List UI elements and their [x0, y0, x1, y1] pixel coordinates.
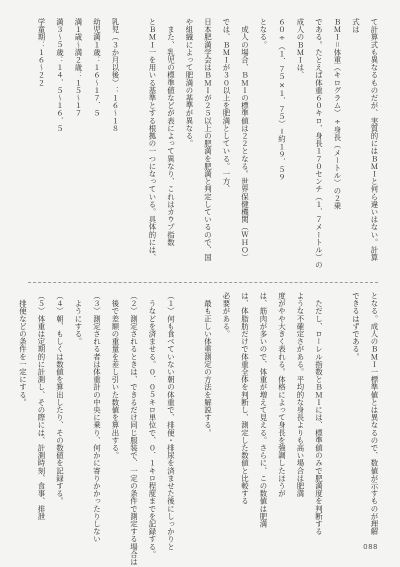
lower-text-line: ようにする。 — [74, 292, 83, 346]
lower-text-line: （１）何も食べていない朝の体重で、排便・排尿を済ませた後にしっかりと — [166, 292, 176, 551]
lower-text-line: は、筋肉が多いので、体重が増えて見える。さらに、この数値は肥満 — [259, 292, 268, 528]
lower-text-line: となる。成人のＢＭＩ一標準値とは異なるので、数値が示すものが理解 — [370, 292, 379, 536]
lower-text-line: できるはずである。 — [351, 292, 361, 361]
upper-text-line: とＢＭＩ一を用いる基準とする根拠の一つになっている。具体的には、 — [148, 18, 157, 262]
upper-text-line: 満３〜５歳：１４．５〜１６．５ — [55, 18, 65, 132]
upper-text-line: ６０÷（１．７５×１．７５）＝約１９．５９ — [277, 18, 287, 181]
upper-text-line: 乳児（３か月以後）：１６〜１８ — [111, 18, 120, 132]
lower-text-line: ような不確定さがある。平均的な身長よりも高い場合は肥満 — [296, 292, 305, 498]
lower-text-line: ただし、ローレル指数とＢＭＩには、標準値のみで肥満度を判断する — [314, 292, 324, 536]
lower-text-line: （２）測定されるときは、できるだけ同じ服装で、一定の条件で測定する場合は — [129, 292, 139, 566]
lower-text-line: （５）体重は定期的に計測し、その際には、計測時刻、食事、排泄 — [37, 292, 46, 520]
section-divider — [28, 282, 378, 283]
upper-text-line: 式は — [351, 18, 361, 34]
upper-text-line: 満１歳〜満２歳：１５〜１７ — [74, 18, 83, 117]
upper-text-line: 成人のＢＭＩは、 — [296, 18, 305, 79]
lower-text-line: 最も正しい体重測定の方法を解説する。 — [203, 292, 213, 437]
upper-text-line: である。たとえば体重６０キロ、身長１７０センチ（１．７メートル）の — [314, 18, 324, 269]
lower-text-line: 後で差額の重量を差し引いた数値を算出する。 — [111, 292, 120, 460]
page-number: 088 — [363, 543, 378, 551]
upper-text-line: では、ＢＭＩが３０以上を肥満としている。一方、 — [222, 18, 231, 193]
lower-text-line: （４）朝、もしくは数値を算出したり、その数値を記録する。 — [55, 292, 65, 505]
upper-text-line: 成人の場合、ＢＭＩの標準値は２２となる。世界保健機関（ＷＨＯ） — [240, 18, 250, 262]
upper-text-line: ＢＭＩ＝体重（キログラム）÷身長（メートル）の２乗 — [333, 18, 342, 210]
lower-text-line: 必要がある。 — [222, 292, 231, 338]
upper-text-line: 幼児満１歳：１６〜１７．５ — [92, 18, 102, 117]
lower-text-line: 排便などの条件を一定にする。 — [18, 292, 28, 406]
upper-text-line: となる。 — [259, 18, 268, 49]
upper-text-line: 日本肥満学会はＢＭＩが２５以上の肥満を肥満と判定しているので、国 — [203, 18, 213, 262]
lower-text-line: は、体脂肪だけで体重全体を判断し、測定した数値と比較する — [240, 292, 250, 505]
upper-text-line: や組織によって肥満の基準が異なる。 — [185, 18, 194, 148]
lower-text-line: （３）測定される者は体重計の中央に乗り、何かに寄りかかったりしない — [92, 292, 102, 543]
upper-text-line: て計算式も異なるものだが、実質的にはＢＭＩと何ら違いはない。計算 — [370, 18, 379, 262]
upper-text-line: 学童期：１６〜２２ — [37, 18, 46, 87]
upper-text-line: また、乳児の標準値などが表によって異なり、これはカウプ指数 — [166, 18, 176, 246]
lower-text-line: うなどを済ませる。０．０５キロ単位で、０．１キロ程度までを記録する。 — [148, 292, 157, 558]
lower-text-line: 度がやや大きく表れる。体格によって身長を強調したほうが — [277, 292, 287, 498]
